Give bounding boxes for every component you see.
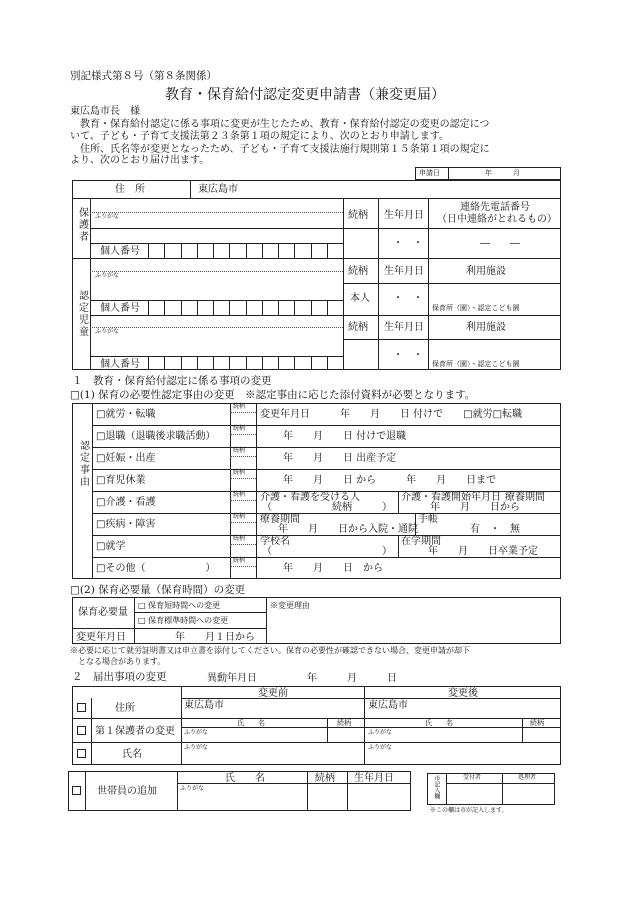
reason-option-0[interactable]: □就労・転職 [96,409,156,420]
mynumber-cell[interactable] [246,300,247,315]
reason-option-4[interactable]: □介護・看護 [96,497,156,508]
household-relation-header: 続柄 [315,773,335,784]
guardian-change-checkbox[interactable] [77,726,86,735]
guardian-birth-dots: ・ ・ [393,238,423,249]
mynumber-cell[interactable] [197,243,198,258]
mynumber-cell[interactable] [229,243,230,258]
mynumber-cell[interactable] [213,300,214,315]
mynumber-cell[interactable] [213,356,214,370]
need-change-reason[interactable]: ※変更理由 [270,601,310,610]
after-header: 変更後 [448,688,478,699]
reason-relation-label: 続柄 [233,447,246,454]
guardian-relation-header: 続柄 [348,210,368,221]
addressee: 東広島市長 様 [70,106,140,117]
reason-detail2-5[interactable]: 年 月 日から入院・通院 [278,524,418,535]
received-by-label: 受付者 [463,774,482,781]
address-after[interactable]: 東広島市 [368,700,408,711]
name-before-furigana: ふりがな [184,744,209,751]
mynumber-cell[interactable] [197,300,198,315]
reason-detail4-6[interactable]: 年 月 日卒業予定 [428,546,538,557]
before-name-header: 氏 名 [237,719,265,727]
household-add-label: 世帯員の追加 [97,786,157,797]
child-label: 認定児童 [76,290,88,338]
page-title: 教育・保育給付認定変更申請書（兼変更届） [165,87,445,103]
reason-detail5-4[interactable]: 年 月 日から [430,502,520,513]
reason-detail-6[interactable]: 学校名 [260,536,290,547]
reason-option-3[interactable]: □育児休業 [96,475,146,486]
child2-mynumber-boxes[interactable] [148,356,343,370]
mynumber-cell[interactable] [181,356,182,370]
child1-mynumber-boxes[interactable] [148,300,343,315]
note-line2: となる場合があります。 [78,657,166,666]
reason-detail3-5[interactable]: 手帳 [418,514,438,525]
reason-detail-4[interactable]: 介護・看護を受ける人 [260,492,360,503]
mynumber-cell[interactable] [164,300,165,315]
guardian-mynumber-label: 個人番号 [100,246,140,257]
processed-by-label: 処理者 [518,774,537,781]
household-birth-header: 生年月日 [354,773,394,784]
reason-label: 認定事由 [77,440,89,488]
mynumber-cell[interactable] [181,243,182,258]
address-label: 住 所 [115,184,145,195]
reason-detail2-6[interactable]: （ ） [262,546,392,557]
after-relation-header: 続柄 [530,719,544,727]
mynumber-cell[interactable] [327,243,328,258]
form-number: 別記様式第８号（第８条関係） [70,70,217,82]
guardian-change-label: 第１保護者の変更 [95,726,175,737]
mynumber-cell[interactable] [327,356,328,370]
reason-relation-label: 続柄 [233,557,246,564]
child1-relation-header: 続柄 [348,266,368,277]
reason-relation-label: 続柄 [233,403,246,410]
para1-line1: 教育・保育給付認定に係る事項に変更が生じたため、教育・保育給付認定の変更の認定につ [80,119,490,130]
mynumber-cell[interactable] [262,356,263,370]
child2-mynumber-label: 個人番号 [100,359,140,370]
mynumber-cell[interactable] [311,356,312,370]
reason-detail-0[interactable]: 変更年月日 年 月 日 付けで □就労□転職 [260,409,523,420]
reason-option-5[interactable]: □疾病・障害 [96,519,156,530]
guardian-after-furigana: ふりがな [368,729,393,736]
name-row-label: 氏名 [122,749,142,760]
reason-detail-3[interactable]: 年 月 日 から 年 月 日まで [283,475,497,486]
name-change-checkbox[interactable] [77,749,86,758]
mynumber-cell[interactable] [197,356,198,370]
name-after-furigana: ふりがな [368,744,393,751]
child2-relation-header: 続柄 [348,322,368,333]
mynumber-cell[interactable] [278,356,279,370]
child2-facility-type[interactable]: 保育所（園）・認定こども園 [432,360,520,368]
reason-detail4-5[interactable]: 有 ・ 無 [470,524,520,535]
before-header: 変更前 [258,688,288,699]
child1-mynumber-label: 個人番号 [100,303,140,314]
mynumber-cell[interactable] [311,300,312,315]
child1-facility-type[interactable]: 保育所（園）・認定こども園 [432,304,520,312]
mynumber-cell[interactable] [311,243,312,258]
child2-birth-dots: ・ ・ [393,350,423,361]
para2-line2: より、次のとおり届け出ます。 [70,155,210,166]
guardian-label: 保護者 [76,207,88,243]
reason-option-2[interactable]: □妊娠・出産 [96,453,156,464]
mynumber-cell[interactable] [229,300,230,315]
mynumber-cell[interactable] [246,243,247,258]
child2-birth-header: 生年月日 [384,322,424,333]
reason-detail-1[interactable]: 年 月 日 付けで退職 [283,431,407,442]
after-name-header: 氏 名 [425,719,453,727]
reason-relation-label: 続柄 [233,425,246,432]
address-value[interactable]: 東広島市 [198,184,238,195]
reason-relation-label: 続柄 [233,513,246,520]
household-name-header: 氏 名 [225,773,265,784]
mynumber-cell[interactable] [294,300,295,315]
mynumber-cell[interactable] [294,243,295,258]
household-add-checkbox[interactable] [72,786,81,795]
move-date[interactable]: 異動年月日 年 月 日 [207,673,397,684]
mynumber-cell[interactable] [278,243,279,258]
contact-header-1: 連絡先電話番号 [460,202,530,213]
para1-line2: いて、子ども・子育て支援法第２３条第１項の規定により、次のとおり申請します。 [70,131,449,142]
mynumber-cell[interactable] [294,356,295,370]
contact-header-2: （日中連絡がとれるもの） [437,214,557,225]
mynumber-cell[interactable] [164,356,165,370]
mynumber-cell[interactable] [327,300,328,315]
household-furigana: ふりがな [180,785,205,792]
child1-birth-header: 生年月日 [384,266,424,277]
need-standard-option[interactable]: □ 保育標準時間への変更 [138,616,229,625]
mynumber-cell[interactable] [148,356,149,370]
section1-sub2: □(2) 保育必要量（保育時間）の変更 [70,584,246,596]
reason-option-6[interactable]: □就学 [96,541,126,552]
note-line1: ※必要に応じて就労証明書又は申立書を添付してください。保育の必要性が確認できない場合、変更申請が却下 [70,646,470,655]
reason-detail4-4[interactable]: 療養期間 [505,492,545,503]
child1-honnin: 本人 [350,293,370,304]
mynumber-cell[interactable] [246,356,247,370]
section1-title: １ 教育・保育給付認定に係る事項の変更 [72,375,272,387]
reason-relation-label: 続柄 [233,491,246,498]
child1-birth-dots: ・ ・ [393,293,423,304]
need-change-date-label: 変更年月日 [76,632,126,643]
para2-line1: 住所、氏名等が変更となったため、子ども・子育て支援法施行規則第１５条第１項の規定に [80,144,490,155]
mynumber-cell[interactable] [181,300,182,315]
reason-option-1[interactable]: □退職（退職後求職活動） [96,431,216,442]
reason-relation-label: 続柄 [233,535,246,542]
child1-furigana: ふりがな [95,272,120,279]
office-use-label: 市記入欄 [432,775,440,799]
before-relation-header: 続柄 [337,719,351,727]
address-before[interactable]: 東広島市 [184,700,224,711]
reason-detail-2[interactable]: 年 月 日 出産予定 [283,453,397,464]
guardian-birth-header: 生年月日 [384,210,424,221]
reason-detail3-6[interactable]: 在学期間 [401,536,441,547]
mynumber-cell[interactable] [278,300,279,315]
need-label: 保育必要量 [78,607,128,618]
guardian-before-furigana: ふりがな [184,729,209,736]
mynumber-cell[interactable] [148,243,149,258]
child1-facility-header: 利用施設 [466,266,506,277]
guardian-mynumber-boxes[interactable] [148,243,343,258]
reason-detail3-4[interactable]: 介護・看護開始年月日 [401,492,501,503]
address-change-checkbox[interactable] [77,703,86,712]
guardian-phone-dashes[interactable]: ― ― [480,238,520,249]
section1-sub1: □(1) 保育の必要性認定事由の変更 ※認定事由に応じた添付資料が必要となります。 [70,389,476,401]
child2-furigana: ふりがな [95,328,120,335]
mynumber-cell[interactable] [148,300,149,315]
mynumber-cell[interactable] [213,243,214,258]
guardian-furigana: ふりがな [95,213,120,220]
reason-relation-label: 続柄 [233,469,246,476]
address-row-label: 住所 [115,703,135,714]
apply-date-value: 年 月 [485,169,520,177]
need-short-option[interactable]: □ 保育短時間への変更 [138,601,221,610]
mynumber-cell[interactable] [164,243,165,258]
mynumber-cell[interactable] [262,243,263,258]
section2-title: ２ 届出事項の変更 [72,671,167,683]
reason-detail-7[interactable]: 年 月 日 から [283,563,383,574]
reason-detail-5[interactable]: 療養期間 [260,514,300,525]
mynumber-cell[interactable] [229,356,230,370]
need-change-date[interactable]: 年 月１日から [175,632,255,643]
office-use-note: ※この欄は市が記入します。 [430,807,508,814]
reason-detail2-4[interactable]: （ 続柄 ） [262,502,392,513]
reason-option-7[interactable]: □その他（ ） [96,563,216,574]
child2-facility-header: 利用施設 [466,322,506,333]
apply-date-label: 申請日 [419,169,440,177]
mynumber-cell[interactable] [262,300,263,315]
